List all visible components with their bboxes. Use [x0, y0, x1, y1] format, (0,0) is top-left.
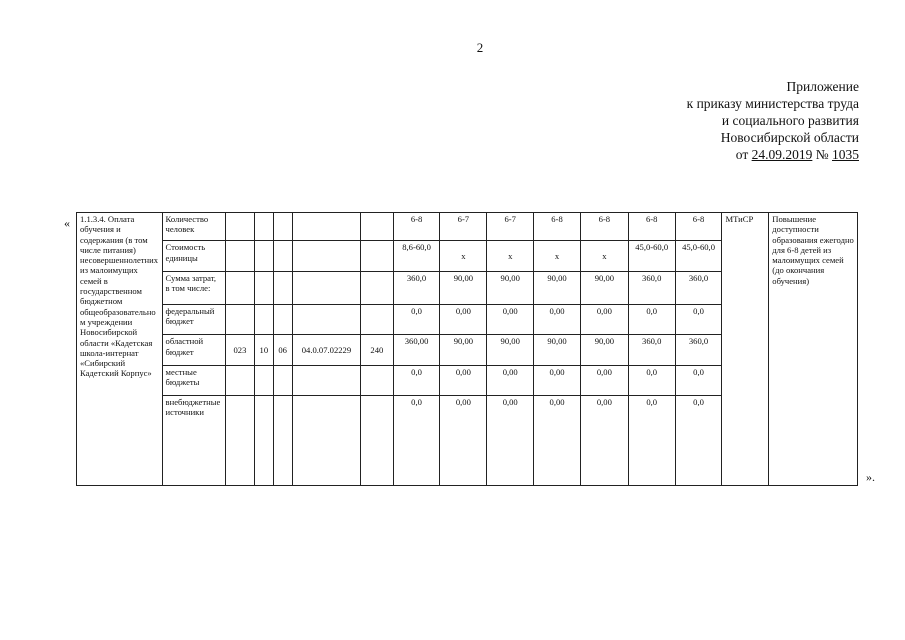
order-number: 1035 [832, 147, 859, 162]
header-line-2: к приказу министерства труда [686, 96, 859, 111]
closing-quote: ». [866, 470, 875, 484]
value-cell: 0,00 [534, 395, 581, 485]
value-cell: 90,00 [440, 335, 487, 365]
header-line-4: Новосибирской области [720, 130, 859, 145]
value-cell: 6-8 [393, 213, 440, 241]
value-cell: 0,00 [487, 395, 534, 485]
measure-name: 1.1.3.4. Оплата обучения и содержания (в том числе питания) несовершеннолетних из малоимущих семей в государственном бюджетном общеобразовательном учреждении Новосибирской области «Кадетская школа-интернат «Сибирский Кадетский Корпус» [77, 213, 163, 486]
header-line-1: Приложение [786, 79, 859, 94]
value-cell: 90,00 [440, 271, 487, 304]
value-cell: 0,0 [393, 395, 440, 485]
value-cell: 6-8 [580, 213, 628, 241]
code-csr: 04.0.07.02229 [292, 335, 360, 365]
code-pr: 06 [273, 335, 292, 365]
value-cell: 90,00 [534, 335, 581, 365]
value-cell: 360,0 [675, 335, 722, 365]
value-cell: 45,0-60,0 [628, 241, 675, 271]
row-label: федеральный бюджет [162, 304, 225, 334]
value-cell: 0,0 [675, 365, 722, 395]
expected-result: Повышение доступности образования ежегодно для 6-8 детей из малоимущих семей (до окончания обучения) [769, 213, 858, 486]
value-cell: 0,00 [534, 304, 581, 334]
value-cell: 0,0 [628, 395, 675, 485]
value-cell: 6-7 [440, 213, 487, 241]
value-cell: 360,00 [393, 335, 440, 365]
date-prefix: от [735, 147, 752, 162]
code-vr: 240 [361, 335, 394, 365]
value-cell: 0,00 [580, 395, 628, 485]
value-cell: 0,00 [440, 395, 487, 485]
value-cell: 90,00 [534, 271, 581, 304]
header-date-line [687, 146, 859, 163]
value-cell: 0,0 [628, 304, 675, 334]
value-cell: 8,6-60,0 [393, 241, 440, 271]
opening-quote: « [64, 216, 70, 230]
value-cell: 0,0 [393, 365, 440, 395]
row-label: местные бюджеты [162, 365, 225, 395]
value-cell: 90,00 [487, 335, 534, 365]
value-cell: 0,0 [675, 395, 722, 485]
value-cell: х [487, 241, 534, 271]
value-cell: 0,00 [440, 304, 487, 334]
value-cell: 0,00 [440, 365, 487, 395]
value-cell: х [534, 241, 581, 271]
measures-table [76, 212, 858, 486]
order-date: 24.09.2019 [751, 147, 813, 162]
value-cell: 90,00 [487, 271, 534, 304]
approval-header [687, 78, 859, 163]
row-label: областной бюджет [162, 335, 225, 365]
value-cell: 0,00 [580, 304, 628, 334]
value-cell: 360,0 [628, 271, 675, 304]
row-label: Сумма затрат, в том числе: [162, 271, 225, 304]
value-cell: 0,00 [580, 365, 628, 395]
number-prefix: № [812, 147, 832, 162]
code-gp: 023 [225, 335, 255, 365]
code-rz: 10 [255, 335, 273, 365]
value-cell: 6-8 [675, 213, 722, 241]
value-cell: 0,0 [393, 304, 440, 334]
value-cell: 0,00 [534, 365, 581, 395]
value-cell: 45,0-60,0 [675, 241, 722, 271]
executor: МТиСР [722, 213, 769, 486]
value-cell: х [440, 241, 487, 271]
value-cell: 0,0 [675, 304, 722, 334]
value-cell: 0,0 [628, 365, 675, 395]
page-number: 2 [476, 40, 484, 55]
value-cell: 6-8 [628, 213, 675, 241]
table-row [77, 213, 858, 241]
value-cell: 0,00 [487, 365, 534, 395]
row-label: Количество человек [162, 213, 225, 241]
value-cell: 6-7 [487, 213, 534, 241]
header-line-3: и социального развития [721, 113, 859, 128]
value-cell: 360,0 [393, 271, 440, 304]
value-cell: х [580, 241, 628, 271]
row-label: Стоимость единицы [162, 241, 225, 271]
value-cell: 0,00 [487, 304, 534, 334]
value-cell: 90,00 [580, 271, 628, 304]
row-label: внебюджетные источники [162, 395, 225, 485]
value-cell: 360,0 [628, 335, 675, 365]
value-cell: 90,00 [580, 335, 628, 365]
value-cell: 6-8 [534, 213, 581, 241]
value-cell: 360,0 [675, 271, 722, 304]
